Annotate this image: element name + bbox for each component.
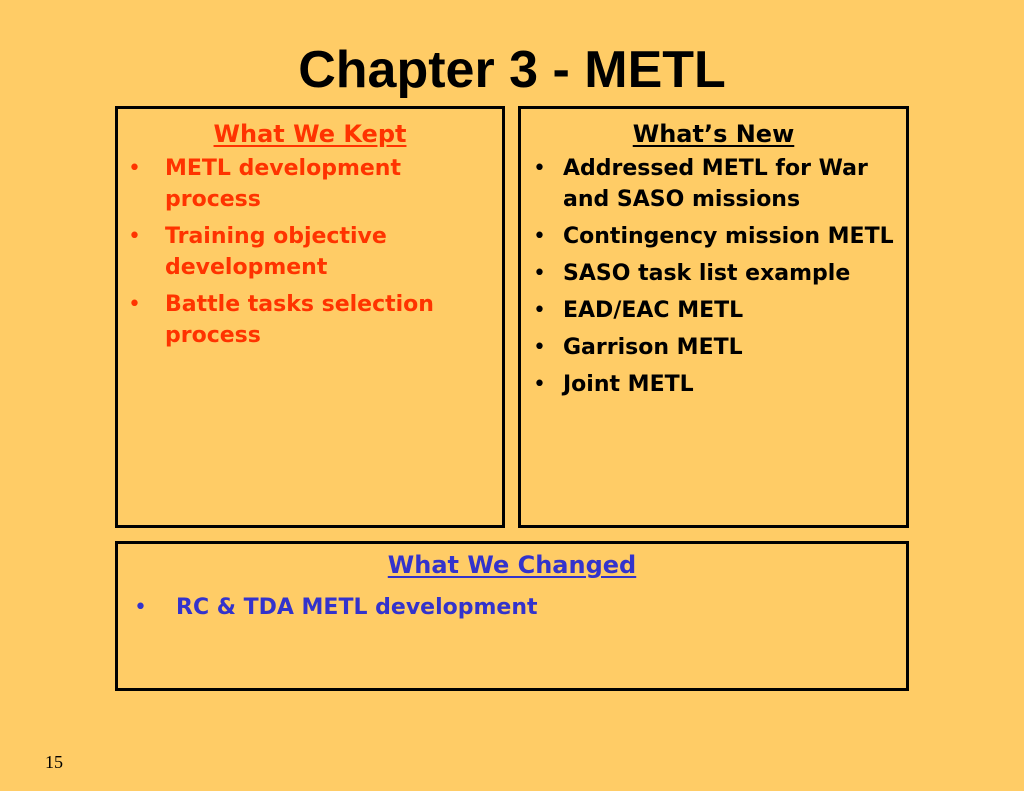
list-item: [521, 221, 906, 252]
list-item-text: Battle tasks selection process: [165, 292, 434, 348]
what-we-changed-list: [118, 592, 906, 623]
what-we-kept-heading: What We Kept: [213, 120, 407, 148]
list-item: [118, 221, 502, 283]
list-item: [118, 289, 502, 351]
list-item: [521, 332, 906, 363]
whats-new-list: [521, 153, 906, 400]
slide-title: Chapter 3 - METL: [298, 41, 726, 99]
bullet-icon: •: [128, 156, 141, 181]
list-item-text: RC & TDA METL development: [176, 595, 538, 620]
bullet-icon: •: [128, 292, 141, 317]
list-item: [521, 369, 906, 400]
bullet-icon: •: [128, 224, 141, 249]
list-item: [118, 153, 502, 215]
bullet-icon: •: [533, 261, 546, 286]
what-we-changed-panel: [115, 541, 909, 691]
list-item-text: Joint METL: [563, 372, 694, 397]
whats-new-heading: What’s New: [632, 120, 795, 148]
list-item: [521, 153, 906, 215]
list-item: [118, 592, 906, 623]
list-item-text: METL development process: [165, 156, 401, 212]
list-item-text: Addressed METL for War and SASO missions: [563, 156, 868, 212]
list-item-text: SASO task list example: [563, 261, 851, 286]
bullet-icon: •: [533, 156, 546, 181]
bullet-icon: •: [533, 224, 546, 249]
bullet-icon: •: [533, 335, 546, 360]
list-item: [521, 295, 906, 326]
what-we-changed-heading: What We Changed: [387, 551, 637, 579]
bullet-icon: •: [134, 595, 147, 620]
list-item: [521, 258, 906, 289]
what-we-kept-panel: [115, 106, 505, 528]
whats-new-panel: [518, 106, 909, 528]
what-we-kept-list: [118, 153, 502, 351]
bullet-icon: •: [533, 372, 546, 397]
bullet-icon: •: [533, 298, 546, 323]
list-item-text: EAD/EAC METL: [563, 298, 744, 323]
list-item-text: Training objective development: [165, 224, 387, 280]
list-item-text: Contingency mission METL: [563, 224, 894, 249]
page-number: 15: [45, 752, 63, 772]
list-item-text: Garrison METL: [563, 335, 743, 360]
